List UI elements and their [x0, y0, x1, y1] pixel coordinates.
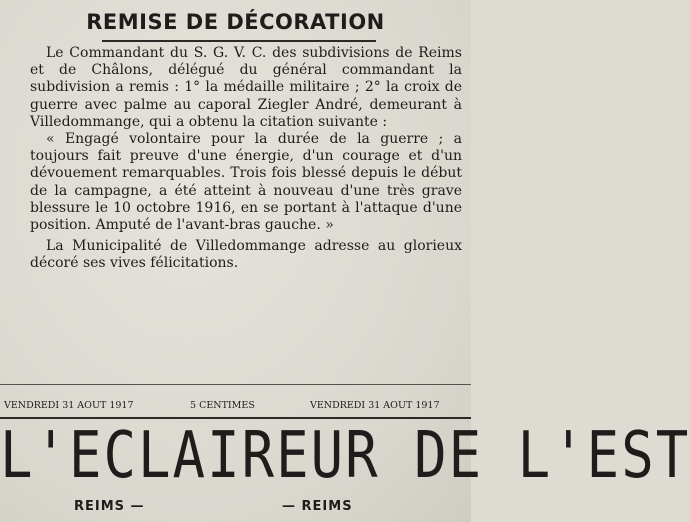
masthead-city-left: REIMS —	[74, 499, 145, 514]
article-headline: REMISE DE DÉCORATION	[86, 10, 385, 34]
article-paragraph-citation: « Engagé volontaire pour la durée de la guerre ; a toujours fait preuve d'une énergie, d'un courage et d'un dévouement remarquables. Trois fois blessé depuis le début de la campagne, a été atteint à nouveau d'une très grave blessure le 10 octobre 1916, en se portant à l'attaque d'une position. Amputé de l'avant-bras gauche. »	[30, 131, 462, 234]
dateline-date-left: VENDREDI 31 AOUT 1917	[4, 400, 134, 411]
section-divider	[0, 384, 471, 385]
dateline-price: 5 CENTIMES	[190, 400, 255, 411]
dateline-date-right: VENDREDI 31 AOUT 1917	[310, 400, 440, 411]
headline-underline	[102, 40, 376, 42]
article-paragraph-announcement: Le Commandant du S. G. V. C. des subdivisions de Reims et de Châlons, délégué du général commandant la subdivision a remis : 1° la médaille militaire ; 2° la croix de guerre avec palme au caporal Ziegler André, demeurant à Villedommange, qui a obtenu la citation suivante :	[30, 45, 462, 130]
article-body	[30, 45, 462, 273]
masthead-city-right: — REIMS	[282, 499, 353, 514]
masthead-title: L'ECLAIREUR DE L'EST	[0, 418, 690, 493]
article-paragraph-closing: La Municipalité de Villedommange adresse au glorieux décoré ses vives félicitations.	[30, 238, 462, 272]
